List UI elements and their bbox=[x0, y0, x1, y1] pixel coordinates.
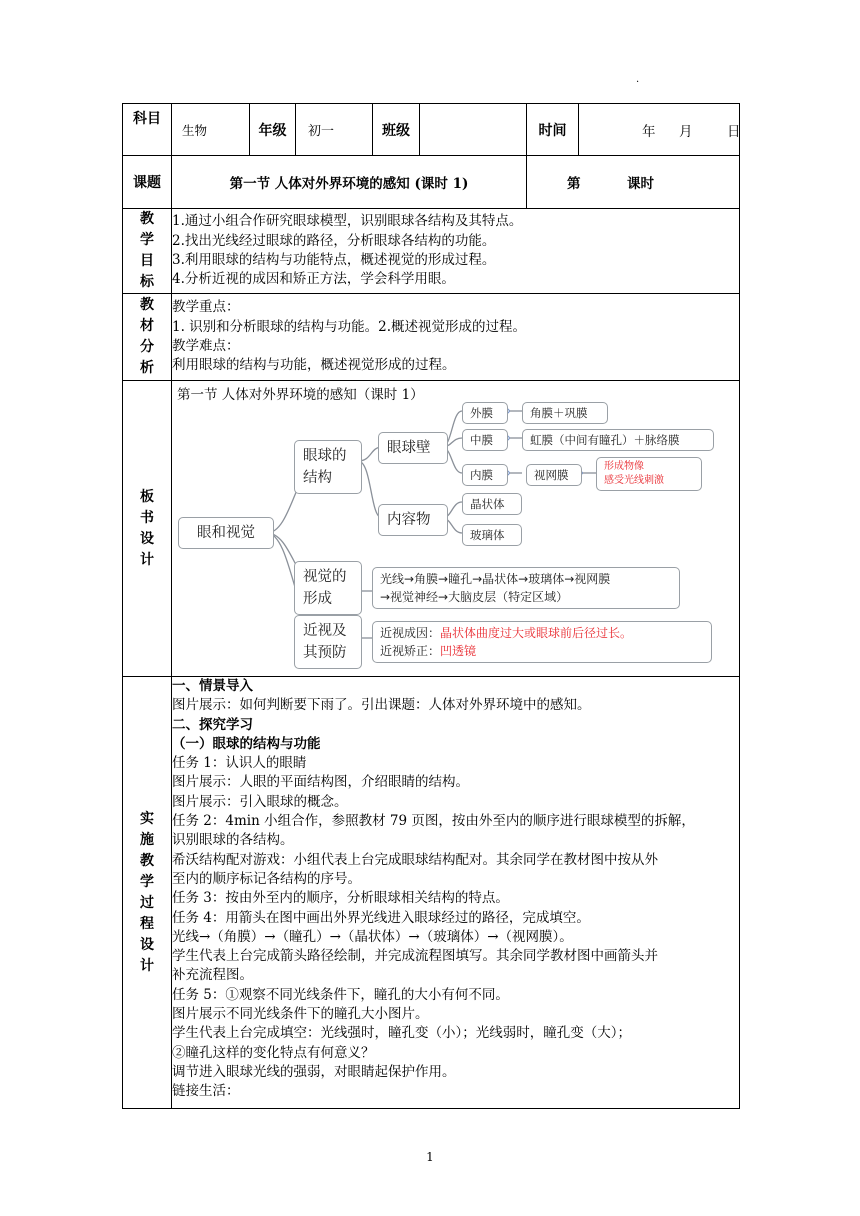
process-line: 一、情景导入 bbox=[172, 678, 253, 694]
lesson-plan-table bbox=[122, 103, 740, 1109]
process-line: 任务 3：按由外至内的顺序，分析眼球相关结构的特点。 bbox=[172, 890, 509, 907]
process-line: 光线→（角膜）→（瞳孔）→（晶状体）→（玻璃体）→（视网膜）。 bbox=[172, 928, 573, 945]
process-line: ②瞳孔这样的变化特点有何意义？ bbox=[172, 1044, 375, 1061]
analysis-line: 1. 识别和分析眼球的结构与功能。2.概述视觉形成的过程。 bbox=[172, 318, 527, 335]
process-line: 任务 2：4min 小组合作，参照教材 79 页图，按由外至内的顺序进行眼球模型的拆解， bbox=[172, 813, 695, 830]
process-line: 补充流程图。 bbox=[172, 967, 253, 984]
process-line: 任务 4：用箭头在图中画出外界光线进入眼球经过的路径，完成填空。 bbox=[172, 909, 590, 926]
analysis-label: 教 材 分 析 bbox=[123, 294, 172, 381]
grade-label: 年级 bbox=[250, 104, 296, 156]
node-myopia-detail: 近视成因：晶状体曲度过大或眼球前后径过长。 近视矫正：凹透镜 bbox=[372, 621, 712, 663]
subject-value: 生物 bbox=[172, 104, 250, 156]
header-dot: . bbox=[636, 74, 640, 85]
node-vision-path: 光线→角膜→瞳孔→晶状体→玻璃体→视网膜 →视觉神经→大脑皮层（特定区域） bbox=[372, 567, 680, 609]
goal-item: 1.通过小组合作研究眼球模型，识别眼球各结构及其特点。 bbox=[172, 213, 523, 230]
goal-item: 2.找出光线经过眼球的路径，分析眼球各结构的功能。 bbox=[172, 232, 496, 249]
root-node: 眼和视觉 bbox=[178, 517, 274, 549]
node-outer-detail: 角膜＋巩膜 bbox=[522, 402, 608, 424]
process-line: 图片展示：如何判断要下雨了。引出课题：人体对外界环境中的感知。 bbox=[172, 697, 591, 714]
date-year: 年 bbox=[642, 123, 656, 140]
topic-label: 课题 bbox=[123, 156, 172, 209]
goal-item: 3.利用眼球的结构与功能特点，概述视觉的形成过程。 bbox=[172, 252, 496, 268]
node-middle-membrane: 中膜 bbox=[462, 429, 508, 451]
process-line: （一）眼球的结构与功能 bbox=[172, 735, 321, 752]
process-line: 学生代表上台完成填空：光线强时，瞳孔变（小）；光线弱时，瞳孔变（大）； bbox=[172, 1025, 631, 1042]
class-value bbox=[420, 104, 527, 156]
process-line: 调节进入眼球光线的强弱，对眼睛起保护作用。 bbox=[172, 1063, 456, 1080]
analysis-content bbox=[172, 294, 740, 381]
node-lens: 晶状体 bbox=[462, 493, 522, 515]
process-line: 学生代表上台完成箭头路径绘制，并完成流程图填写。其余同学教材图中画箭头并 bbox=[172, 948, 658, 965]
process-line: 至内的顺序标记各结构的序号。 bbox=[172, 870, 361, 887]
date-day: 日 bbox=[727, 123, 741, 140]
date-cell bbox=[579, 104, 740, 156]
lesson-number-cell bbox=[527, 156, 740, 209]
process-line: 图片展示：引入眼球的概念。 bbox=[172, 793, 348, 810]
lesson-no-suffix: 课时 bbox=[627, 176, 654, 192]
myopia-cause-text: 晶状体曲度过大或眼球前后径过长。 bbox=[440, 626, 633, 640]
goal-item: 4.分析近视的成因和矫正方法，学会科学用眼。 bbox=[172, 271, 455, 288]
node-eyeball-wall: 眼球壁 bbox=[378, 432, 448, 464]
process-line: 二、探究学习 bbox=[172, 716, 253, 733]
board-content bbox=[172, 381, 740, 677]
analysis-line: 教学重点： bbox=[172, 299, 240, 316]
node-vitreous: 玻璃体 bbox=[462, 524, 522, 546]
node-inner-membrane: 内膜 bbox=[462, 464, 508, 486]
board-label: 板 书 设 计 bbox=[123, 381, 172, 677]
node-retina: 视网膜 bbox=[526, 464, 582, 486]
process-line: 链接生活： bbox=[172, 1083, 240, 1100]
mind-map bbox=[172, 381, 739, 673]
info-row bbox=[123, 104, 740, 156]
analysis-line: 教学难点： bbox=[172, 338, 240, 354]
grade-value: 初一 bbox=[296, 104, 373, 156]
board-title: 第一节 人体对外界环境的感知（课时 1） bbox=[177, 387, 424, 403]
node-vision-formation: 视觉的 形成 bbox=[294, 561, 362, 615]
node-myopia: 近视及 其预防 bbox=[294, 615, 362, 669]
node-outer-membrane: 外膜 bbox=[462, 402, 508, 424]
process-content bbox=[172, 677, 740, 1109]
topic-value: 第一节 人体对外界环境的感知 (课时 1) bbox=[172, 156, 527, 209]
process-line: 识别眼球的各结构。 bbox=[172, 832, 294, 849]
page-number: 1 bbox=[426, 1150, 434, 1164]
process-line: 希沃结构配对游戏：小组代表上台完成眼球结构配对。其余同学在教材图中按从外 bbox=[172, 851, 658, 868]
node-retina-note: 形成物像 感受光线刺激 bbox=[596, 457, 702, 491]
analysis-line: 利用眼球的结构与功能，概述视觉形成的过程。 bbox=[172, 357, 456, 374]
process-line: 图片展示：人眼的平面结构图，介绍眼睛的结构。 bbox=[172, 774, 469, 791]
board-row bbox=[123, 381, 740, 677]
myopia-fix-text: 凹透镜 bbox=[440, 644, 477, 658]
node-eye-structure: 眼球的 结构 bbox=[294, 440, 362, 494]
goals-content bbox=[172, 209, 740, 294]
date-month: 月 bbox=[679, 123, 693, 140]
goals-label: 教 学 目 标 bbox=[123, 209, 172, 294]
process-label: 实 施 教 学 过 程 设 计 bbox=[123, 677, 172, 1109]
process-line: 图片展示不同光线条件下的瞳孔大小图片。 bbox=[172, 1006, 429, 1023]
analysis-row bbox=[123, 294, 740, 381]
process-line: 任务 1：认识人的眼睛 bbox=[172, 755, 307, 772]
process-row bbox=[123, 677, 740, 1109]
lesson-no-prefix: 第 bbox=[567, 176, 581, 192]
process-lines bbox=[172, 677, 739, 1102]
node-middle-detail: 虹膜（中间有瞳孔）＋脉络膜 bbox=[522, 429, 714, 451]
goals-row bbox=[123, 209, 740, 294]
time-label: 时间 bbox=[527, 104, 579, 156]
node-eyeball-contents: 内容物 bbox=[378, 504, 448, 536]
topic-row bbox=[123, 156, 740, 209]
process-line: 任务 5：①观察不同光线条件下，瞳孔的大小有何不同。 bbox=[172, 986, 509, 1003]
subject-label: 科目 bbox=[123, 104, 172, 156]
class-label: 班级 bbox=[373, 104, 420, 156]
